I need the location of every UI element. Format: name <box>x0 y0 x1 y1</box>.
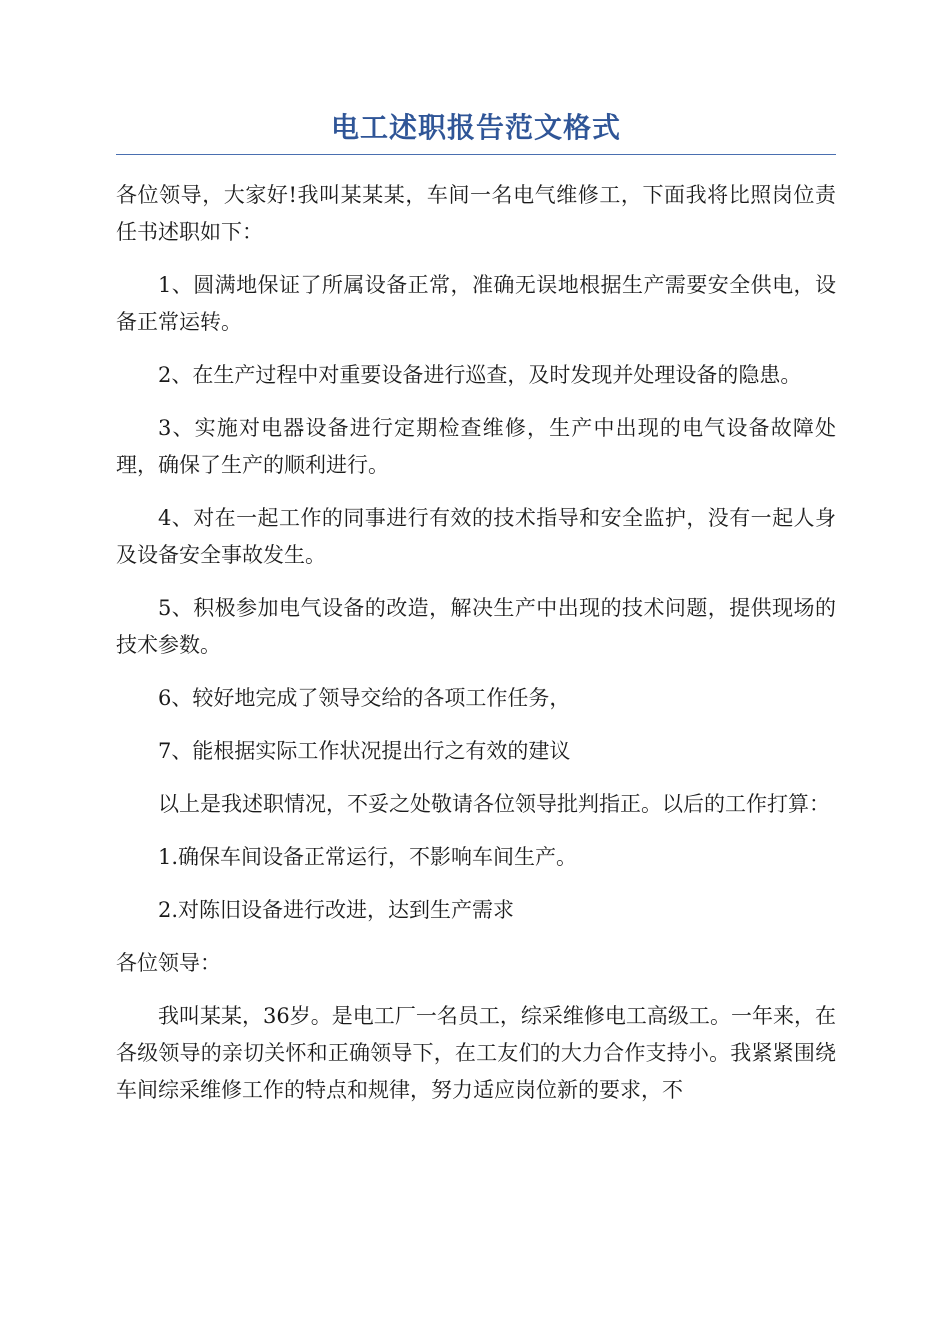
document-page <box>116 108 836 1125</box>
paragraph: 4、对在一起工作的同事进行有效的技术指导和安全监护，没有一起人身及设备安全事故发生。 <box>116 506 836 567</box>
paragraph: 各位领导： <box>116 951 221 975</box>
paragraph: 6、较好地完成了领导交给的各项工作任务， <box>158 686 571 710</box>
paragraph: 1.确保车间设备正常运行，不影响车间生产。 <box>158 845 578 869</box>
paragraph: 7、能根据实际工作状况提出行之有效的建议 <box>158 739 571 763</box>
paragraph: 2.对陈旧设备进行改进，达到生产需求 <box>158 898 515 922</box>
paragraph: 5、积极参加电气设备的改造，解决生产中出现的技术问题，提供现场的技术参数。 <box>116 596 836 657</box>
paragraph: 2、在生产过程中对重要设备进行巡查，及时发现并处理设备的隐患。 <box>158 363 802 387</box>
document-title: 电工述职报告范文格式 <box>116 108 836 155</box>
paragraph: 各位领导，大家好!我叫某某某，车间一名电气维修工，下面我将比照岗位责任书述职如下： <box>116 183 836 244</box>
paragraph: 3、实施对电器设备进行定期检查维修，生产中出现的电气设备故障处理，确保了生产的顺利进行。 <box>116 416 836 477</box>
document-body <box>116 177 836 1109</box>
paragraph: 1、圆满地保证了所属设备正常，准确无误地根据生产需要安全供电，设备正常运转。 <box>116 273 836 334</box>
paragraph: 我叫某某，36岁。是电工厂一名员工，综采维修电工高级工。一年来，在各级领导的亲切关怀和正确领导下，在工友们的大力合作支持小。我紧紧围绕车间综采维修工作的特点和规律，努力适应岗位新的要求，不 <box>116 1004 836 1102</box>
paragraph: 以上是我述职情况，不妥之处敬请各位领导批判指正。以后的工作打算： <box>158 792 830 816</box>
